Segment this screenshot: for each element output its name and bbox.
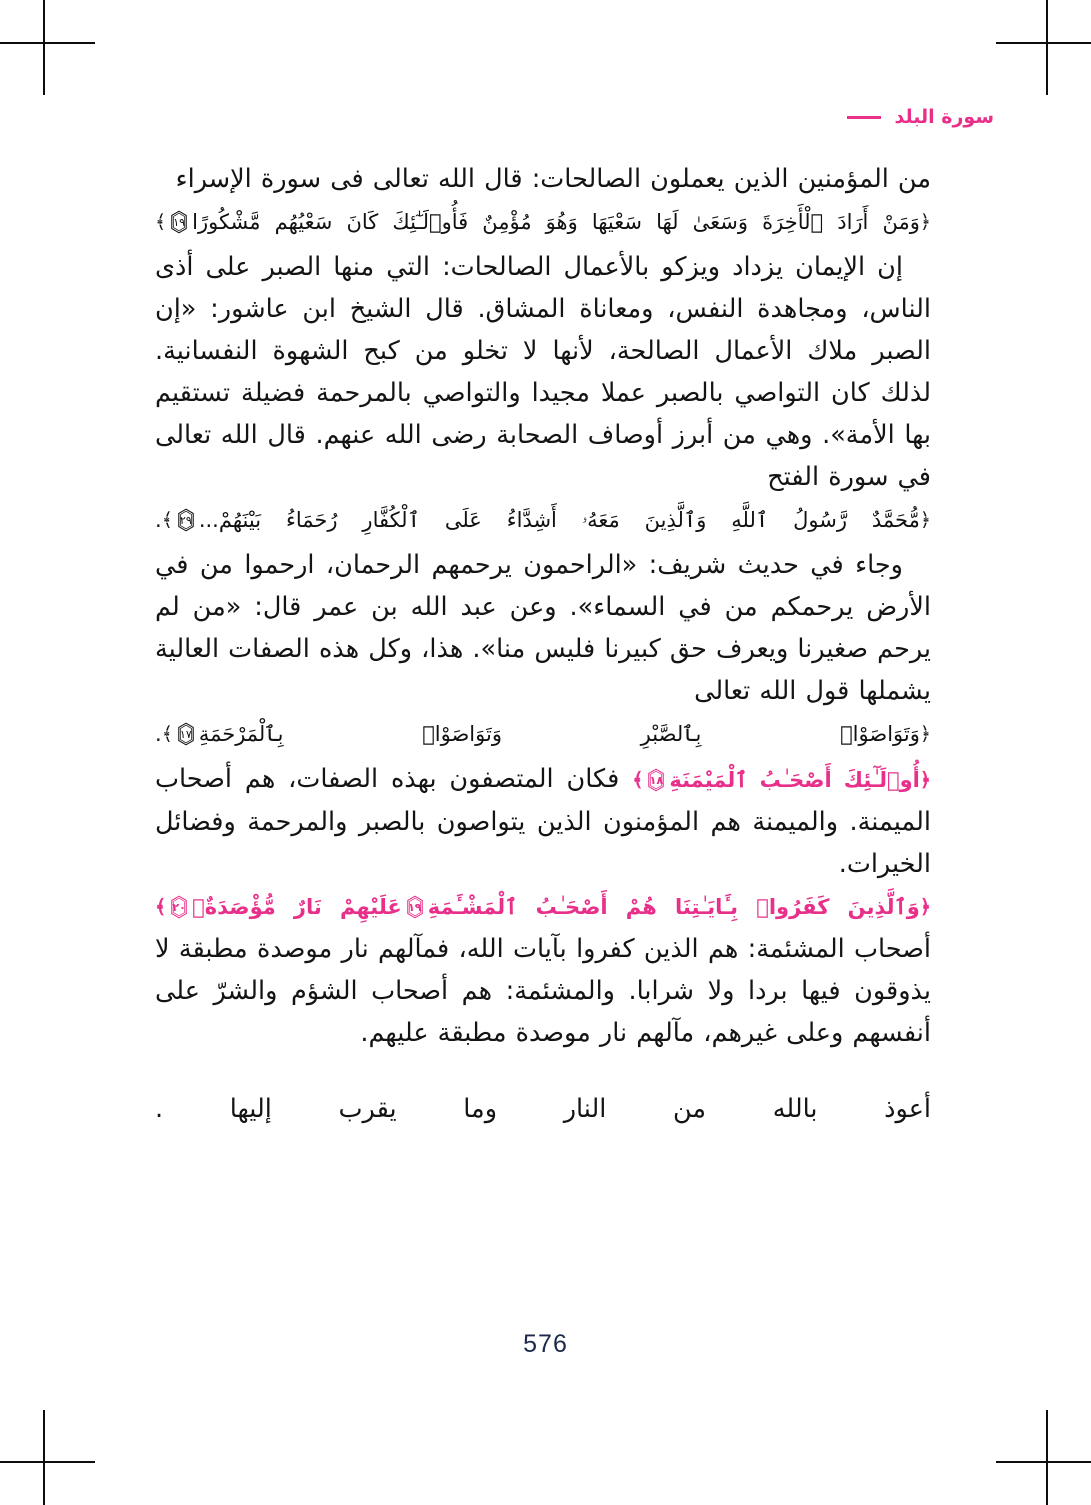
ayah-number-marker-18 [644,768,668,792]
paragraph-mashamah-commentary: أصحاب المشئمة: هم الذين كفروا بآيات الله، فمآلهم نار موصدة مطبقة لا يذوقون فيها بردا ولا شرابا. والمشئمة: هم أصحاب الشؤم والشرّ على أنفسهم وعلى غيرهم، مآلهم نار موصدة مطبقة عليهم. [155,934,931,1048]
ayah-number-20: ٢٠ [172,900,186,914]
ayah-isra-19 [155,210,931,234]
ayah-number-19: ١٩ [173,215,186,229]
paragraph-carryover [155,158,931,200]
ayah-block-fath-29 [155,498,931,544]
ayah-number-marker-19 [167,210,191,234]
ayah-close-bracket-icon: ﴾ [155,896,167,918]
ayah-fath-29 [155,508,931,532]
ayah-balad-20-text: عَلَيْهِمْ نَارٌ مُّؤْصَدَةٌۢ [192,895,402,919]
ayah-open-bracket-icon: ﴿ [919,723,931,745]
ayah-number-marker-19b [403,895,427,919]
paragraph-iman-text: إن الإيمان يزداد ويزكو بالأعمال الصالحات: التي منها الصبر على أذى الناس، ومجاهدة النفس، ومعاناة المشاق. قال الشيخ ابن عاشور: «إن الصبر ملاك الأعمال الصالحة، لأنها لا تخلو من كبح الشهوة النفسانية. لذلك كان التواصي بالصبر عملا مجيدا والتواصي بالمرحمة فضيلة تستقيم بها الأمة». وهي من أبرز أوصاف الصحابة رضى الله عنهم. قال الله تعالى في سورة الفتح [155,252,931,492]
ayah-balad-19-text: وَٱلَّذِينَ كَفَرُوا۟ بِـَٔايَـٰتِنَا هُمْ أَصْحَـٰبُ ٱلْمَشْـَٔمَةِ [427,895,920,919]
paragraph-hadith [155,544,931,712]
ayah-open-bracket-icon: ﴿ [919,896,931,918]
crop-mark-top-left-vertical [43,0,45,95]
running-head-title: سورة البلد [894,106,994,128]
ayah-close-bracket-icon: ﴾ [155,211,167,233]
ayah-balad-18-text: أُو۟لَـٰٓئِكَ أَصْحَـٰبُ ٱلْمَيْمَنَةِ [669,768,920,792]
crop-mark-top-right-vertical [1046,0,1048,95]
crop-mark-bottom-right-vertical [1046,1410,1048,1505]
paragraph-mashamah [155,885,931,1054]
ayah-number-marker-17 [174,722,198,746]
ayah-fath-29-ellipsis: ... [198,508,219,532]
closing-invocation-text: أعوذ بالله من النار وما يقرب إليها . [155,1094,931,1124]
paragraph-carryover-text: من المؤمنين الذين يعملون الصالحات: قال الله تعالى فى سورة الإسراء [175,164,931,194]
page-number [0,1330,1091,1359]
ayah-close-bracket-icon: ﴾ [161,723,173,745]
ayah-balad-19-20 [155,895,931,919]
ayah-balad-17-period: . [155,722,162,746]
paragraph-maymanah-commentary: فكان المتصفون بهذه الصفات، هم أصحاب الميمنة. والميمنة هم المؤمنون الذين يتواصون بالصبر والمرحمة وفضائل الخيرات. [155,764,931,879]
ayah-close-bracket-icon: ﴾ [632,769,644,791]
paragraph-hadith-text: وجاء في حديث شريف: «الراحمون يرحمهم الرحمان، ارحموا من في الأرض يرحمكم من في السماء». وعن عبد الله بن عمر قال: «من لم يرحم صغيرنا ويعرف حق كبيرنا فليس منا». هذا، وكل هذه الصفات العالية يشملها قول الله تعالى [155,550,931,706]
ayah-isra-19-text: وَمَنْ أَرَادَ ٱلْأَخِرَةَ وَسَعَىٰ لَهَا سَعْيَهَا وَهُوَ مُؤْمِنٌ فَأُو۟لَـٰٓئِكَ كَانَ سَعْيُهُم مَّشْكُورًا [192,210,920,234]
crop-mark-bottom-left-vertical [43,1410,45,1505]
ayah-number-18: ١٨ [649,773,664,787]
ayah-number-29: ٢٩ [179,513,192,527]
ayah-block-balad-17 [155,712,931,758]
ayah-open-bracket-icon: ﴿ [919,211,931,233]
ayah-number-19b: ١٩ [408,900,422,914]
crop-mark-bottom-right-horizontal [996,1461,1091,1463]
ayah-fath-29-text: مُّحَمَّدٌ رَّسُولُ ٱللَّهِ وَٱلَّذِينَ مَعَهُۥ أَشِدَّاءُ عَلَى ٱلْكُفَّارِ رُحَمَاءُ بَيْنَهُمْ [218,508,920,532]
ayah-balad-17 [155,722,931,746]
ayah-open-bracket-icon: ﴿ [919,509,931,531]
paragraph-maymanah [155,758,931,885]
ayah-fath-29-period: . [155,508,162,532]
text-column [155,158,931,1130]
running-head-rule-icon [847,116,881,119]
paragraph-spacer [155,1054,931,1088]
page-number-value: 576 [523,1330,568,1358]
ayah-block-isra-19 [155,200,931,246]
closing-invocation [155,1088,931,1130]
ayah-number-17: ١٧ [179,727,192,741]
ayah-number-marker-20 [167,895,191,919]
ayah-close-bracket-icon: ﴾ [161,509,173,531]
ayah-balad-17-text: وَتَوَاصَوْا۟ بِٱلصَّبْرِ وَتَوَاصَوْا۟ بِٱلْمَرْحَمَةِ [198,722,920,746]
ayah-balad-18 [632,768,931,792]
crop-mark-top-left-horizontal [0,42,95,44]
ayah-number-marker-29 [174,508,198,532]
paragraph-iman [155,246,931,498]
crop-mark-bottom-left-horizontal [0,1461,95,1463]
running-head [847,108,995,127]
crop-mark-top-right-horizontal [996,42,1091,44]
ayah-open-bracket-icon: ﴿ [919,769,931,791]
